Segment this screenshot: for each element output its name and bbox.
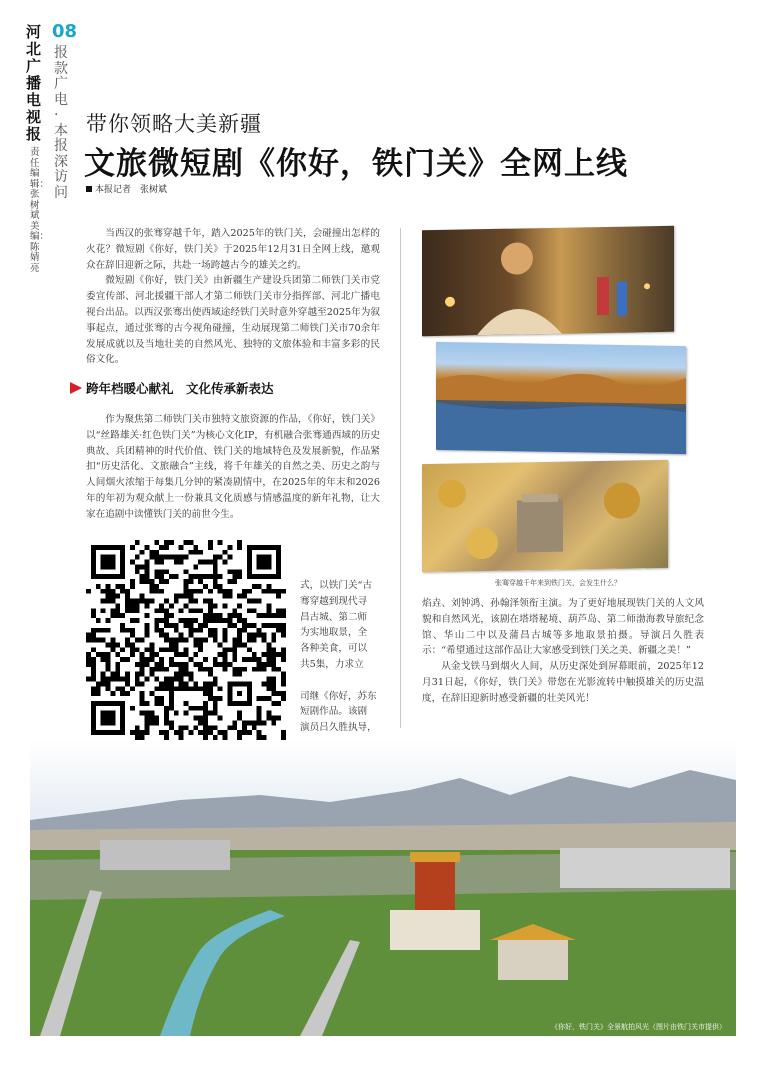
- intro-paragraph: 微短剧《你好，铁门关》由新疆生产建设兵团第二师铁门关市党委宣传部、河北援疆干部人才第二师铁门关市分指挥部、河北广播电视台出品。以西汉张骞出使西域途经铁门关时意外穿越至2025年为叙事起点，通过张骞的古今视角碰撞，生动展现第二师铁门关市70余年发展成就以及当地壮美的自然风光、独特的文旅体验和丰富多彩的民俗文化。: [86, 275, 380, 366]
- column-divider: [400, 228, 401, 728]
- ancient-ruins-photo: [422, 460, 668, 572]
- qr-code[interactable]: [82, 540, 290, 740]
- paper-name: 河北广播电视报: [26, 23, 42, 143]
- editor-credits: 责任编辑：张树斌 美编：陈婧亮: [30, 147, 50, 274]
- partial-line: 为实地取景，全: [300, 627, 368, 639]
- article-title: 文旅微短剧《你好，铁门关》全网上线: [84, 146, 628, 182]
- byline-text: 本报记者 张树斌: [95, 185, 168, 195]
- city-panorama-photo: [30, 740, 736, 1036]
- section-heading: [70, 379, 274, 397]
- partial-text: [300, 578, 382, 736]
- article-subtitle: 带你领略大美新疆: [86, 112, 262, 136]
- section-name: 报款广电·本报深访问: [54, 45, 68, 201]
- column-2-text: [422, 596, 704, 707]
- qr-code-graphic: [82, 540, 290, 740]
- photo-caption: 张骞穿越千年来到铁门关，会发生什么？: [495, 579, 621, 587]
- partial-line: 昌古城、第二师: [300, 611, 368, 623]
- col2-paragraph: 从金戈铁马到烟火人间，从历史深处到屏幕眼前，2025年12月31日起，《你好，铁门关》带您在光影流转中触摸雄关的历史温度，在辞旧迎新时感受新疆的壮美风光！: [422, 661, 704, 704]
- intro-text: [86, 226, 380, 368]
- byline: [86, 182, 167, 195]
- section-paragraph: 作为聚焦第二师铁门关市独特文旅资源的作品，《你好，铁门关》以“丝路雄关·红色铁门关”为核心文化IP，有机融合张骞通西域的历史典故、兵团精神的时代价值、铁门关的地域特色及发展新貌，作品紧扣“历史活化、文旅融合”主线，将千年雄关的自然之美、历史之韵与人间烟火浓缩于每集几分钟的紧凑剧情中，在2025年的年末和2026年的年初为观众献上一份兼具文化质感与情感温度的新年礼物，让大家在追剧中读懂铁门关的前世今生。: [86, 414, 380, 520]
- arrow-icon: [70, 382, 82, 394]
- partial-line: 各种美食，可以: [300, 643, 368, 655]
- partial-line: [300, 673, 382, 689]
- col2-paragraph: 焰垚、刘钟鸿、孙翰泽领衔主演。为了更好地展现铁门关的人文风貌和自然风光，该剧在塔塔秘境、葫芦岛、第二师渤海教导旅纪念馆、华山二中以及蒲昌古城等多地取景拍摄。导演吕久胜表示：“希望通过这部作品让大家感受到铁门关之美、新疆之美！”: [422, 598, 704, 657]
- byline-marker: [86, 186, 92, 192]
- section-heading-text: 跨年档暖心献礼 文化传承新表达: [86, 381, 274, 396]
- section-text: [86, 412, 380, 524]
- partial-line: 骞穿越到现代寻: [300, 595, 368, 607]
- intro-paragraph: 当西汉的张骞穿越千年，踏入2025年的铁门关，会碰撞出怎样的火花？微短剧《你好，铁门关》于2025年12月31日全网上线，邀观众在辞旧迎新之际，共赴一场跨越古今的雄关之约。: [86, 228, 380, 271]
- partial-line: 短剧作品。该剧: [300, 706, 368, 718]
- panorama-caption: 《你好，铁门关》全景航拍风光（图片由铁门关市提供）: [551, 1023, 726, 1031]
- partial-line: 司继《你好，苏东: [300, 690, 377, 702]
- partial-line: 演员吕久胜执导，: [300, 722, 377, 734]
- page-number: 08: [52, 21, 78, 42]
- partial-line: 共5集，力求立: [300, 658, 364, 670]
- partial-line: 式，以铁门关“古: [300, 580, 373, 591]
- lake-forest-photo: [436, 342, 686, 454]
- drama-still-photo: [422, 226, 674, 336]
